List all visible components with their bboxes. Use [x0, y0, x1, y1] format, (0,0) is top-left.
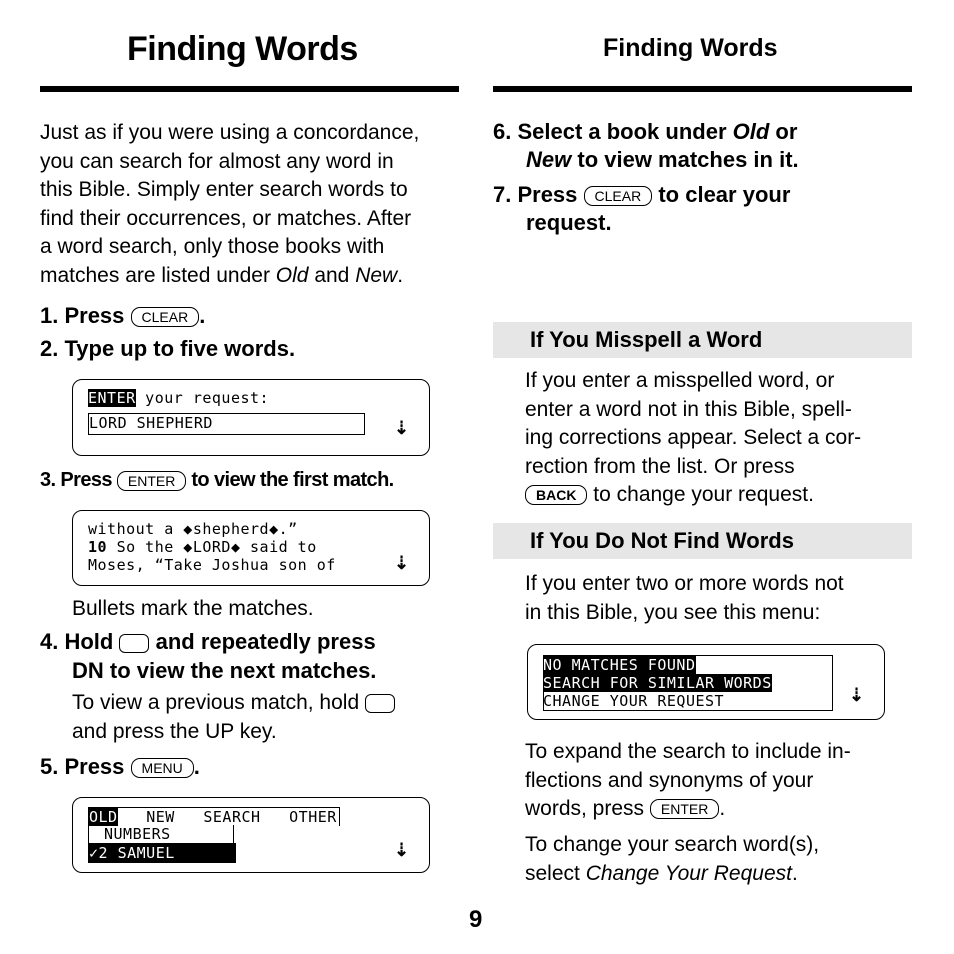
step-1: 1. Press CLEAR . [40, 303, 206, 328]
menu-tab-other: OTHER [289, 808, 337, 826]
lcd-line: 10 So the ◆LORD◆ said to [88, 538, 317, 556]
menu-tab-old: OLD [89, 808, 118, 826]
lcd-line: Moses, “Take Joshua son of [88, 556, 336, 574]
intro-paragraph [40, 119, 460, 290]
expand-paragraph: To expand the search to include in- flections and synonyms of your words, press ENTER . [525, 740, 851, 820]
back-key: BACK [525, 485, 587, 505]
section-heading-misspell: If You Misspell a Word [493, 322, 912, 358]
request-field: LORD SHEPHERD [88, 413, 365, 435]
intro-line: find their occurrences, or matches. After [40, 206, 412, 230]
title-rule-left [40, 86, 459, 92]
menu-bar [88, 807, 340, 826]
scroll-down-icon: ⇣ [394, 840, 410, 860]
menu-item-2-samuel: ✓2 SAMUEL [88, 843, 236, 863]
enter-key: ENTER [650, 799, 719, 819]
menu-item-numbers: NUMBERS [88, 825, 234, 843]
lcd-screen-enter-request [72, 379, 430, 456]
menu-tab-search: SEARCH [203, 808, 261, 826]
step-4-note: To view a previous match, hold and press the UP key. [72, 689, 395, 746]
step-7: 7. Press CLEAR to clear your request. [493, 182, 791, 235]
menu-tab-new: NEW [146, 808, 175, 826]
enter-key: ENTER [117, 471, 186, 491]
change-request-item: CHANGE YOUR REQUEST [543, 692, 725, 710]
misspell-paragraph: If you enter a misspelled word, or enter a word not in this Bible, spell- ing corrections appear. Select a cor- rection from the list. Or press BACK to change your request. [525, 369, 862, 506]
page-number: 9 [469, 906, 483, 933]
section-heading-not-found: If You Do Not Find Words [493, 523, 912, 559]
scroll-down-icon: ⇣ [849, 685, 865, 705]
lcd-line: ENTER your request: [88, 389, 270, 407]
page-title-right: Finding Words [603, 34, 778, 62]
menu-key: MENU [131, 758, 194, 778]
bullets-note: Bullets mark the matches. [72, 597, 314, 620]
blank-key [365, 694, 395, 713]
lcd-screen-no-matches [527, 644, 885, 720]
lcd-screen-first-match [72, 510, 430, 586]
intro-line: Just as if you were using a concordance, [40, 121, 420, 144]
no-matches-item: NO MATCHES FOUND [543, 656, 696, 674]
blank-key [119, 634, 149, 653]
title-rule-right [493, 86, 912, 92]
intro-line: a word search, only those books with [40, 235, 385, 258]
intro-line: this Bible. Simply enter search words to [40, 178, 408, 201]
scroll-down-icon: ⇣ [394, 553, 410, 573]
similar-words-item: SEARCH FOR SIMILAR WORDS [543, 674, 772, 692]
change-paragraph: To change your search word(s), select Change Your Request. [525, 833, 820, 885]
not-found-paragraph: If you enter two or more words not in this Bible, you see this menu: [525, 572, 844, 624]
page-title-left: Finding Words [127, 30, 358, 68]
lcd-screen-menu [72, 797, 430, 873]
step-6: 6. Select a book under Old or New to view matches in it. [493, 119, 799, 172]
intro-line-last: matches are listed under Old and New. [40, 263, 404, 287]
step-3: 3. Press ENTER to view the first match. [40, 469, 394, 491]
step-5: 5. Press MENU . [40, 754, 200, 779]
scroll-down-icon: ⇣ [394, 418, 410, 438]
step-4-line2: DN to view the next matches. [72, 658, 377, 683]
clear-key: CLEAR [584, 186, 653, 206]
verse-number: 10 [88, 538, 108, 556]
step-2: 2. Type up to five words. [40, 336, 296, 361]
enter-tag: ENTER [88, 389, 136, 407]
step-4: 4. Hold and repeatedly press [40, 629, 376, 654]
clear-key: CLEAR [131, 307, 200, 327]
lcd-line: without a ◆shepherd◆.” [88, 520, 298, 538]
intro-line: you can search for almost any word in [40, 149, 394, 173]
